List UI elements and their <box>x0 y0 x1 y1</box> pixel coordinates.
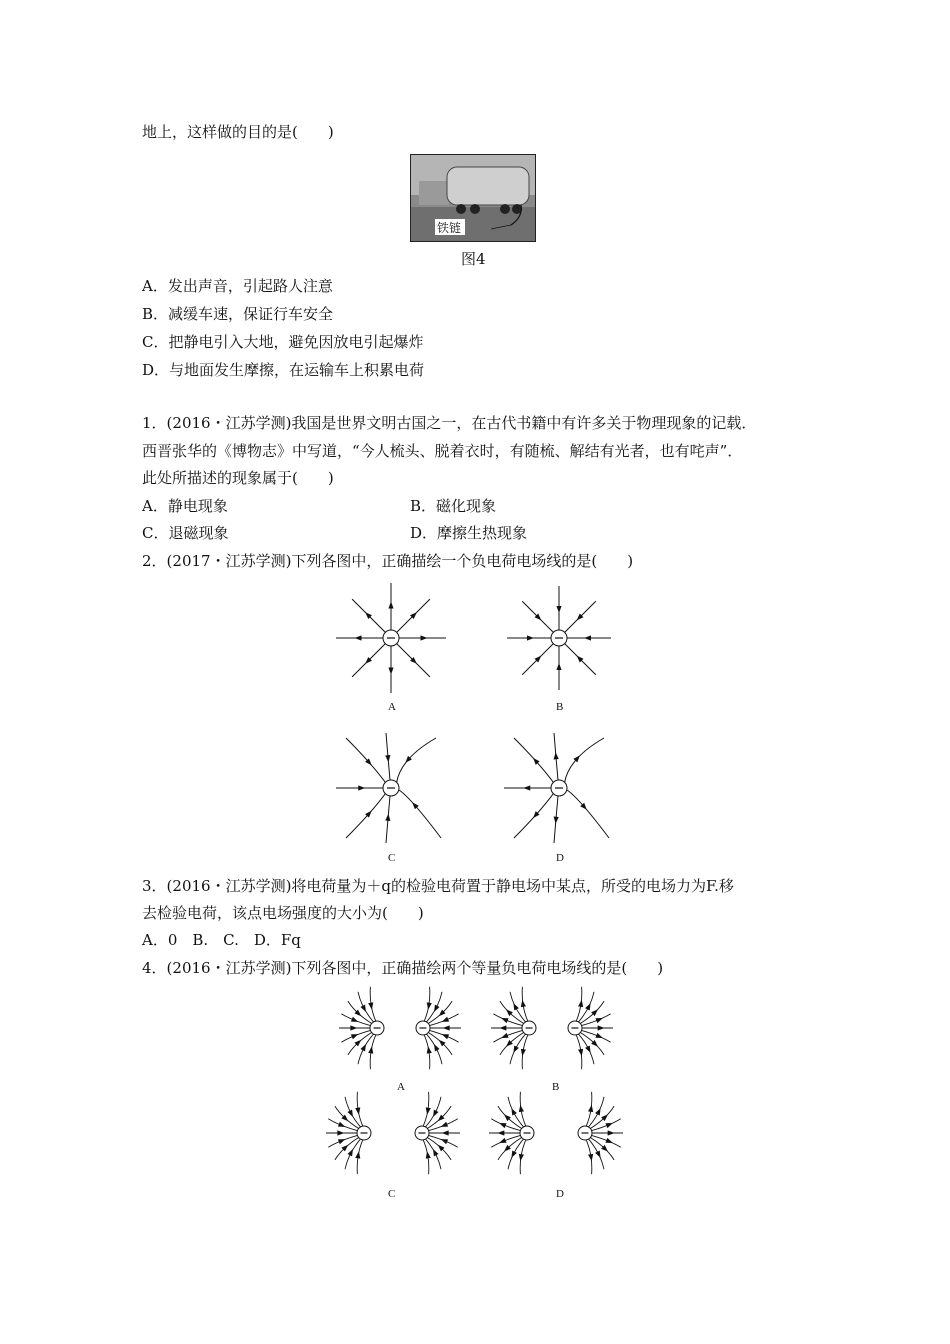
q4-label-a: A <box>397 1081 405 1093</box>
q4a-arrow <box>427 1002 432 1009</box>
q1-line-3: 此处所描述的现象属于( ) <box>142 469 334 487</box>
q4c-arrow <box>442 1130 449 1135</box>
q4a-arrow <box>442 1034 449 1039</box>
q2c-field-line <box>399 790 441 838</box>
q1-option-d: D．摩擦生热现象 <box>410 524 528 542</box>
q2c-field-line <box>346 738 385 782</box>
q2d-arrow <box>523 785 530 790</box>
q2-label-c: C <box>388 852 396 864</box>
q4-field-line-figures <box>0 985 950 1205</box>
q4a-arrow <box>443 1025 450 1030</box>
q4b-arrow <box>513 1003 519 1010</box>
q2d-field-line <box>514 738 553 782</box>
q2a-arrow <box>388 668 393 675</box>
q4a-arrow <box>351 1034 358 1039</box>
q4d-arrow <box>588 1154 593 1161</box>
q4d-arrow <box>605 1123 612 1128</box>
q2c-arrow <box>385 814 390 821</box>
q2a-arrow <box>388 602 393 609</box>
q2-label-a: A <box>388 701 396 713</box>
q4c-arrow <box>441 1122 448 1127</box>
q1-line-2: 西晋张华的《博物志》中写道，“今人梳头、脱着衣时，有随梳、解结有光者，也有咤声”． <box>142 442 743 460</box>
q2-label-b: B <box>556 701 564 713</box>
q1-option-a: A．静电现象 <box>142 497 228 515</box>
q4a-arrow <box>434 1044 440 1051</box>
q0-option-d: D．与地面发生摩擦，在运输车上积累电荷 <box>142 361 425 379</box>
q4d-arrow <box>588 1105 593 1112</box>
q4c-field-line <box>427 1137 451 1159</box>
q4a-arrow <box>442 1017 449 1022</box>
q4c-arrow <box>433 1110 439 1117</box>
q4d-arrow <box>605 1138 612 1143</box>
q4a-arrow <box>427 1046 432 1053</box>
q4b-arrow <box>595 1018 602 1023</box>
q2-label-d: D <box>556 852 564 864</box>
tanker-truck-illustration <box>411 155 535 241</box>
q4d-arrow <box>519 1154 524 1161</box>
q4b-arrow <box>501 1018 508 1023</box>
q4a-arrow <box>351 1017 358 1022</box>
q4a-arrow <box>350 1025 357 1030</box>
q4c-field-line <box>335 1106 359 1128</box>
q3-options: A．0 B. C. D．Fq <box>142 931 301 949</box>
q4c-arrow <box>347 1110 353 1117</box>
q4b-arrow <box>521 1000 526 1007</box>
q2b-arrow <box>556 663 561 670</box>
q4-label-c: C <box>388 1188 396 1200</box>
q4b-arrow <box>595 1033 602 1038</box>
q4b-arrow <box>578 1049 583 1056</box>
q2d-field-line <box>567 790 609 838</box>
q4-label-b: B <box>552 1081 560 1093</box>
q4b-arrow <box>513 1045 519 1052</box>
q2b-arrow <box>527 635 534 640</box>
q4a-arrow <box>434 1005 440 1012</box>
q4a-field-line <box>428 1001 452 1023</box>
q2c-arrow <box>385 755 390 762</box>
q4c-arrow <box>355 1107 360 1114</box>
intro-text: 地上，这样做的目的是( ) <box>142 123 334 141</box>
q4b-arrow <box>585 1003 591 1010</box>
q2-field-line-figures <box>0 580 950 880</box>
q4a-field-line <box>428 1032 452 1054</box>
q4a-field-line <box>348 1001 372 1023</box>
q2c-field-line <box>346 794 385 838</box>
q4d-arrow <box>608 1130 615 1135</box>
tanker-truck-photo <box>410 154 536 242</box>
q1-option-c: C．退磁现象 <box>142 524 229 542</box>
q4d-arrow <box>519 1105 524 1112</box>
q4b-arrow <box>578 1000 583 1007</box>
q2d-field-line <box>565 738 604 782</box>
q4c-arrow <box>338 1122 345 1127</box>
q4d-arrow <box>497 1130 504 1135</box>
q3-line-1: 3．(2016・江苏学测)将电荷量为＋q的检验电荷置于静电场中某点，所受的电场力为F.移 <box>142 877 734 895</box>
q4c-arrow <box>433 1149 439 1156</box>
chain-label: 铁链 <box>437 221 462 235</box>
q2-stem: 2．(2017・江苏学测)下列各图中，正确描绘一个负电荷电场线的是( ) <box>142 552 634 570</box>
q4d-arrow <box>595 1108 601 1115</box>
q4b-arrow <box>521 1049 526 1056</box>
q4b-arrow <box>499 1025 506 1030</box>
q4d-arrow <box>595 1150 601 1157</box>
q4a-arrow <box>368 1002 373 1009</box>
q2b-arrow <box>556 606 561 613</box>
q4-label-d: D <box>556 1188 564 1200</box>
q4c-arrow <box>355 1151 360 1158</box>
q2a-arrow <box>421 635 428 640</box>
q0-option-b: B．减缓车速，保证行车安全 <box>142 305 334 323</box>
q4c-arrow <box>426 1151 431 1158</box>
figure4-caption: 图4 <box>461 250 486 268</box>
q2c-arrow <box>358 785 365 790</box>
q2b-arrow <box>584 635 591 640</box>
q4b-arrow <box>598 1025 605 1030</box>
q1-line-1: 1．(2016・江苏学测)我国是世界文明古国之一，在古代书籍中有许多关于物理现象的记载． <box>142 414 757 432</box>
q2d-field-line <box>514 794 553 838</box>
q4a-arrow <box>360 1044 366 1051</box>
q4a-arrow <box>360 1005 366 1012</box>
q4a-arrow <box>368 1046 373 1053</box>
q4c-field-line <box>335 1137 359 1159</box>
q2c-field-line <box>397 738 436 782</box>
q4d-arrow <box>511 1108 517 1115</box>
q4c-arrow <box>426 1107 431 1114</box>
q4a-field-line <box>348 1032 372 1054</box>
q3-line-2: 去检验电荷，该点电场强度的大小为( ) <box>142 904 424 922</box>
q4d-arrow <box>499 1138 506 1143</box>
q0-option-a: A．发出声音，引起路人注意 <box>142 277 333 295</box>
q4d-arrow <box>511 1150 517 1157</box>
q4b-arrow <box>501 1033 508 1038</box>
q4-stem: 4．(2016・江苏学测)下列各图中，正确描绘两个等量负电荷电场线的是( ) <box>142 959 664 977</box>
q2a-arrow <box>355 635 362 640</box>
q4b-arrow <box>585 1045 591 1052</box>
q4c-arrow <box>441 1139 448 1144</box>
q4c-field-line <box>427 1106 451 1128</box>
q4c-arrow <box>337 1130 344 1135</box>
q4c-arrow <box>347 1149 353 1156</box>
q4d-arrow <box>499 1123 506 1128</box>
q4c-arrow <box>338 1139 345 1144</box>
q0-option-c: C．把静电引入大地，避免因放电引起爆炸 <box>142 333 424 351</box>
q1-option-b: B．磁化现象 <box>410 497 497 515</box>
